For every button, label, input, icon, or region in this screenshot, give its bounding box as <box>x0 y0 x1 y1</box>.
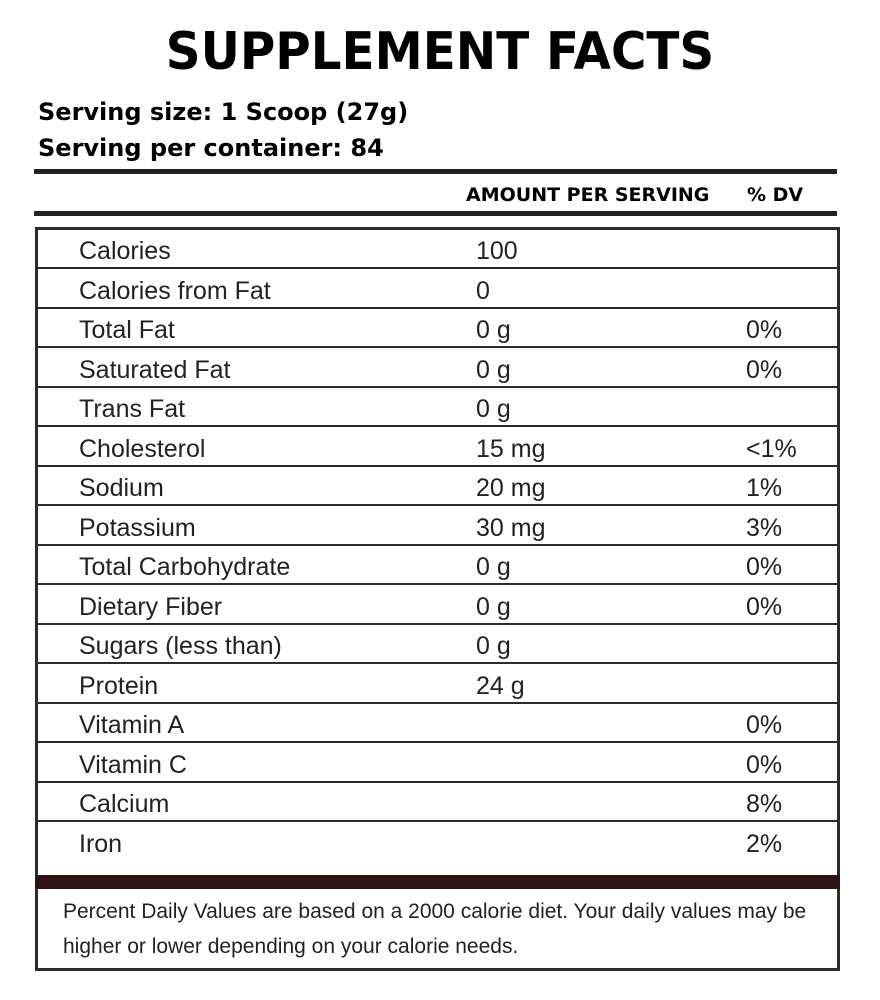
row-amount: 0 g <box>476 553 511 581</box>
row-dv: <1% <box>746 434 797 463</box>
row-name: Protein <box>79 671 159 700</box>
header-rule-bottom <box>34 211 837 216</box>
row-dv: 0% <box>746 711 783 739</box>
row-name: Trans Fat <box>79 395 186 423</box>
row-dv: 8% <box>746 790 783 818</box>
row-amount: 0 g <box>476 316 511 344</box>
row-dv: 0% <box>746 355 783 384</box>
serving-size: Serving size: 1 Scoop (27g) <box>38 98 409 126</box>
table-row <box>38 507 837 546</box>
servings-per-container: Serving per container: 84 <box>38 134 384 162</box>
column-header-dv: % DV <box>747 184 804 206</box>
row-dv: 0% <box>746 553 783 581</box>
row-dv: 0% <box>746 750 783 779</box>
table-row <box>38 665 837 704</box>
row-amount: 100 <box>476 237 518 265</box>
row-name: Dietary Fiber <box>79 592 223 621</box>
header-rule-top <box>34 169 837 174</box>
row-dv: 1% <box>746 474 783 502</box>
row-amount: 20 mg <box>476 474 546 502</box>
row-name: Vitamin A <box>79 711 185 739</box>
table-row <box>38 467 837 506</box>
footer-divider-band <box>35 875 840 889</box>
row-amount: 24 g <box>476 671 525 700</box>
table-row <box>38 744 837 783</box>
table-row <box>38 586 837 625</box>
table-row <box>38 428 837 467</box>
row-dv: 3% <box>746 513 783 542</box>
page-title: SUPPLEMENT FACTS <box>165 22 715 82</box>
row-dv: 0% <box>746 592 783 621</box>
table-row <box>38 349 837 388</box>
table-row <box>38 823 837 860</box>
row-dv: 0% <box>746 316 783 344</box>
footnote-box <box>35 889 840 971</box>
table-row <box>38 270 837 309</box>
row-amount: 15 mg <box>476 434 546 463</box>
row-name: Calories from Fat <box>79 276 271 305</box>
row-name: Calories <box>79 237 171 265</box>
row-name: Total Fat <box>79 316 175 344</box>
table-row <box>38 704 837 743</box>
table-row <box>38 546 837 585</box>
row-amount: 0 <box>476 276 490 305</box>
row-name: Potassium <box>79 513 196 542</box>
row-name: Total Carbohydrate <box>79 553 291 581</box>
row-name: Calcium <box>79 790 170 818</box>
table-row <box>38 625 837 664</box>
table-row <box>38 783 837 822</box>
daily-value-footnote: Percent Daily Values are based on a 2000 calorie diet. Your daily values may be higher or lower depending on your calorie needs. <box>63 900 807 958</box>
row-amount: 0 g <box>476 632 511 660</box>
table-row <box>38 388 837 427</box>
table-row <box>38 230 837 269</box>
row-name: Cholesterol <box>79 434 206 463</box>
row-name: Saturated Fat <box>79 355 231 384</box>
row-name: Vitamin C <box>79 750 187 779</box>
row-amount: 0 g <box>476 395 511 423</box>
row-name: Sodium <box>79 474 164 502</box>
row-amount: 0 g <box>476 355 511 384</box>
nutrition-table <box>35 227 840 878</box>
row-amount: 0 g <box>476 592 511 621</box>
column-header-amount: AMOUNT PER SERVING <box>466 184 710 206</box>
row-name: Sugars (less than) <box>79 632 282 660</box>
row-dv: 2% <box>746 829 783 858</box>
row-name: Iron <box>79 829 123 858</box>
row-amount: 30 mg <box>476 513 546 542</box>
table-row <box>38 309 837 348</box>
